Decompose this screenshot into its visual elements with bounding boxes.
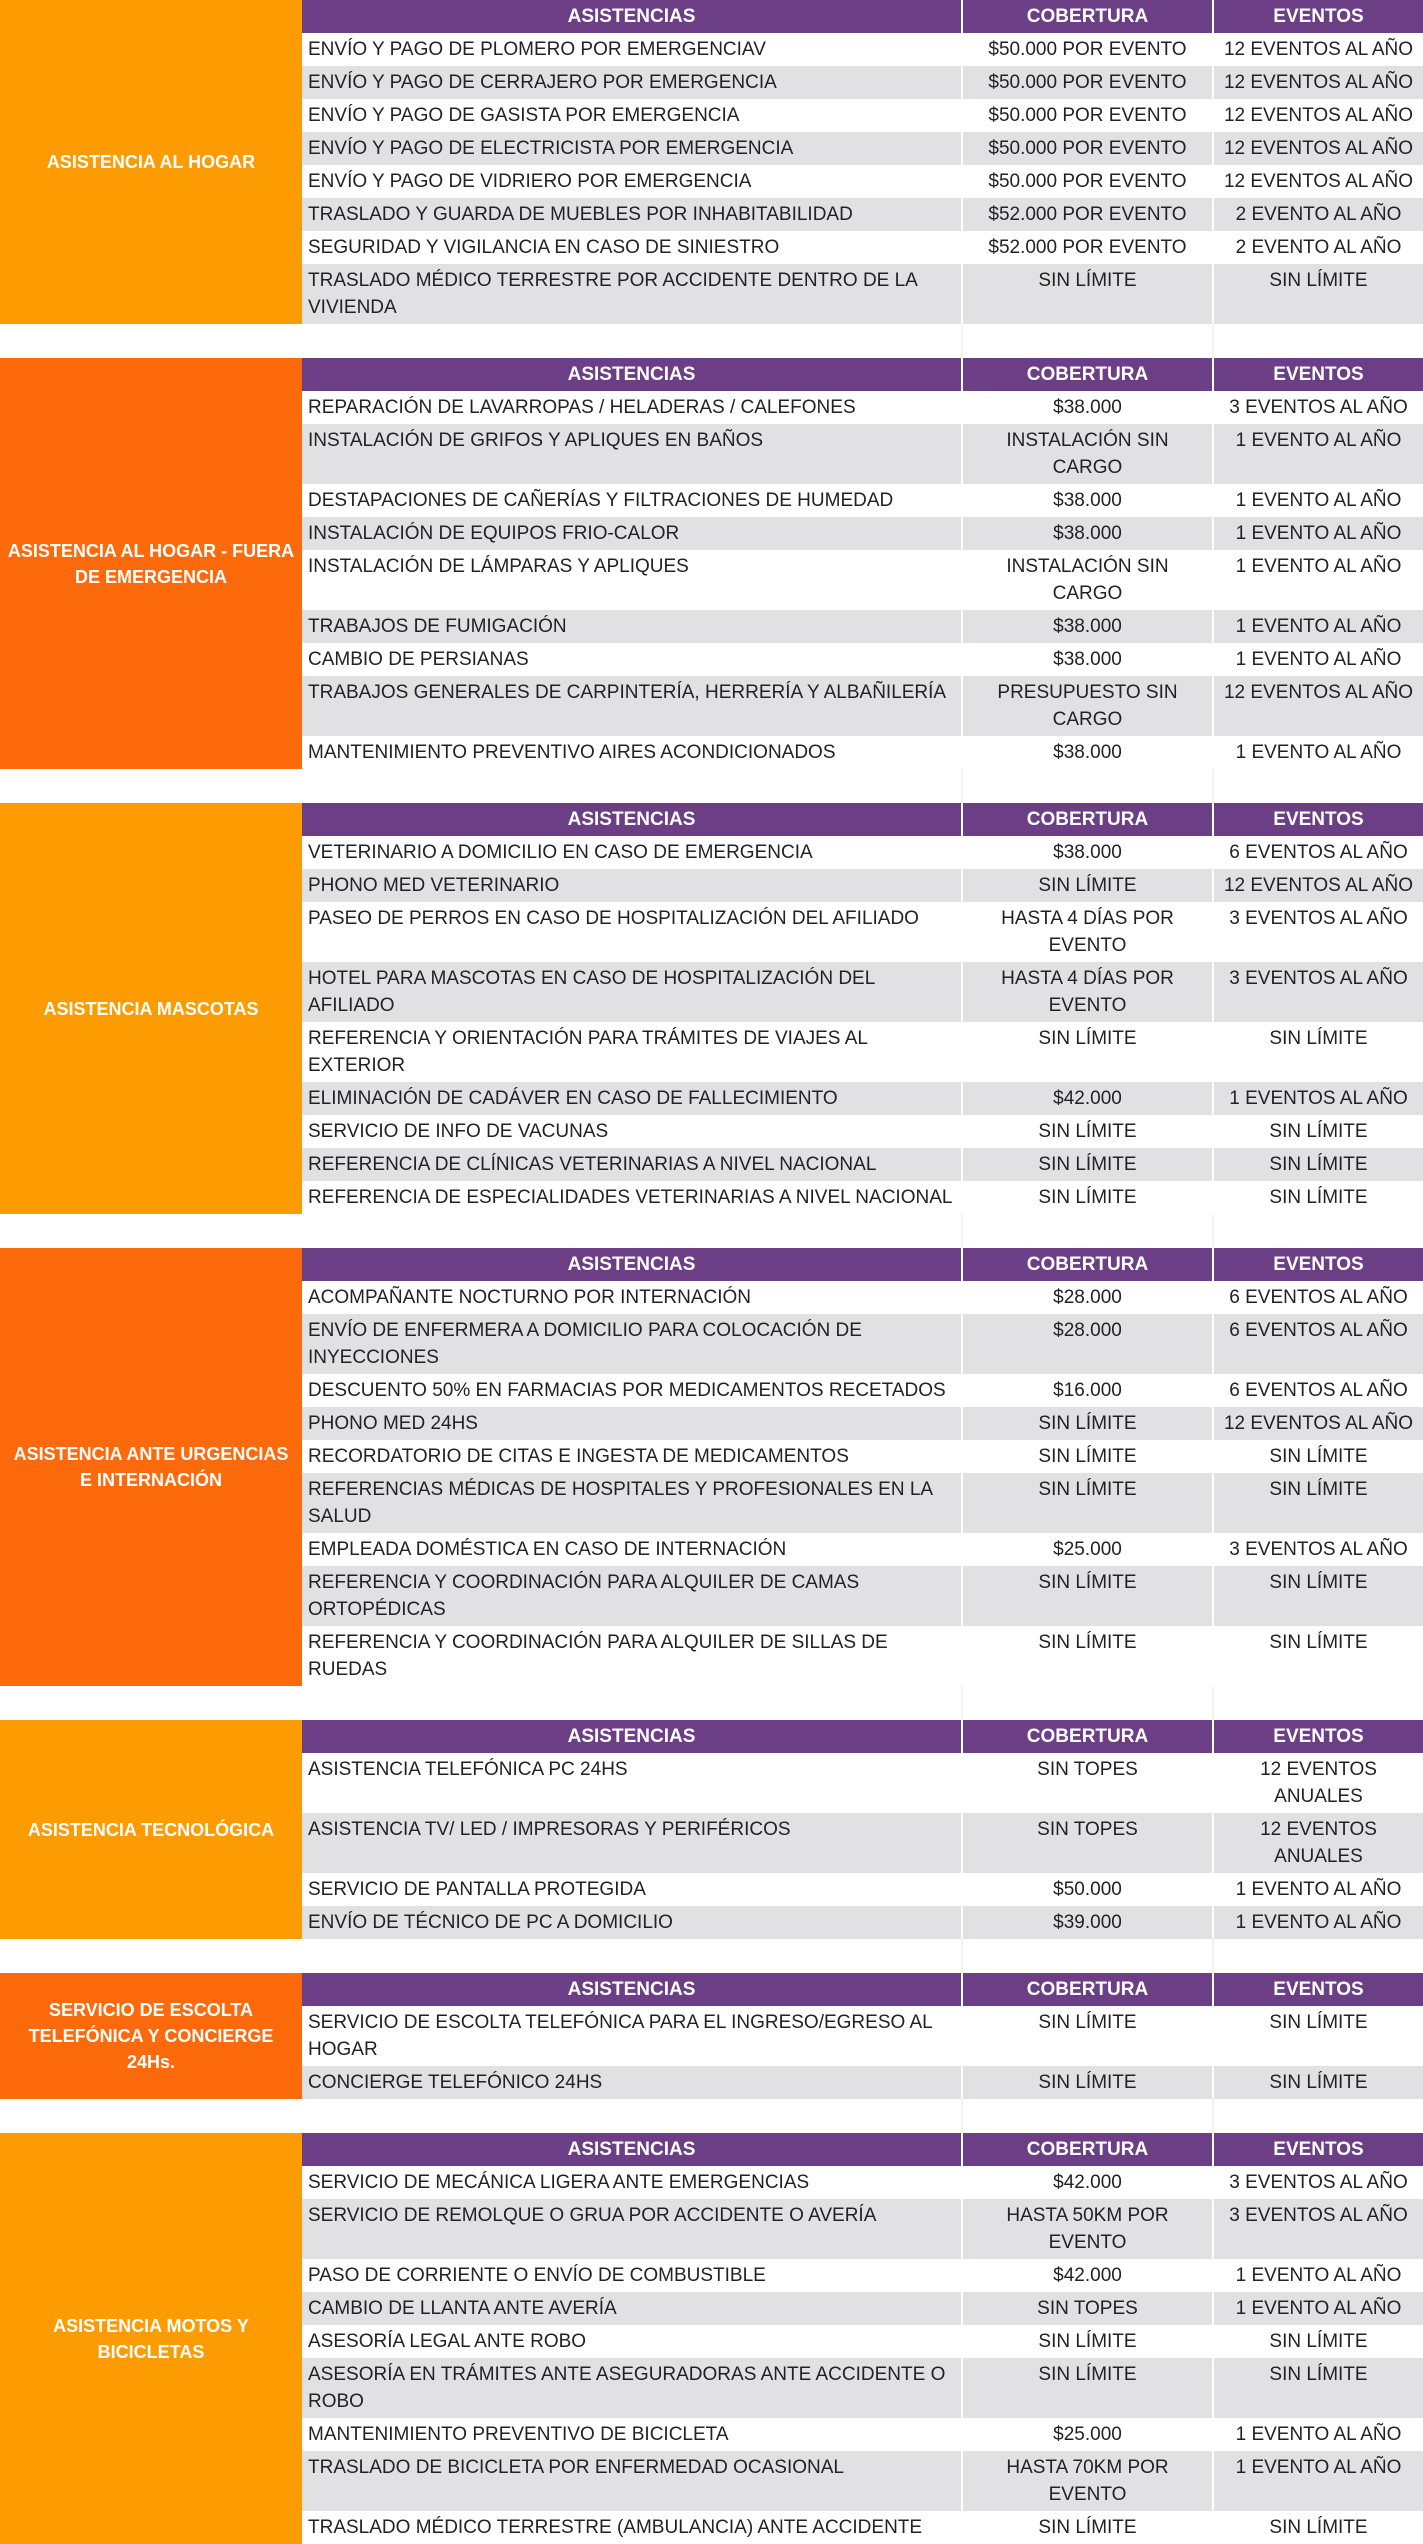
table-row	[302, 1753, 1423, 1813]
table-header-row	[302, 803, 1423, 836]
assistance-cell: EMPLEADA DOMÉSTICA EN CASO DE INTERNACIÓN	[302, 1533, 961, 1566]
events-cell: SIN LÍMITE	[1214, 2006, 1423, 2066]
events-cell: SIN LÍMITE	[1214, 264, 1423, 324]
assistance-cell: DESTAPACIONES DE CAÑERÍAS Y FILTRACIONES DE HUMEDAD	[302, 484, 961, 517]
events-cell: SIN LÍMITE	[1214, 2325, 1423, 2358]
table-row	[302, 99, 1423, 132]
assistance-cell: TRASLADO DE BICICLETA POR ENFERMEDAD OCASIONAL	[302, 2451, 961, 2511]
coverage-cell: $38.000	[963, 736, 1212, 769]
coverage-cell: SIN LÍMITE	[963, 1566, 1212, 1626]
spacer-cell	[1214, 324, 1423, 358]
spacer-cell	[963, 2099, 1214, 2133]
events-cell: 12 EVENTOS AL AÑO	[1214, 132, 1423, 165]
spacer-cell	[1214, 1214, 1423, 1248]
table-header-row	[302, 0, 1423, 33]
header-assistances: ASISTENCIAS	[302, 803, 961, 836]
header-coverage: COBERTURA	[963, 358, 1212, 391]
table-row	[302, 1115, 1423, 1148]
events-cell: SIN LÍMITE	[1214, 1626, 1423, 1686]
coverage-cell: SIN LÍMITE	[963, 1148, 1212, 1181]
events-cell: 12 EVENTOS ANUALES	[1214, 1813, 1423, 1873]
events-cell: 6 EVENTOS AL AÑO	[1214, 1314, 1423, 1374]
assistance-cell: SERVICIO DE MECÁNICA LIGERA ANTE EMERGENCIAS	[302, 2166, 961, 2199]
coverage-cell: $39.000	[963, 1906, 1212, 1939]
events-cell: 1 EVENTO AL AÑO	[1214, 424, 1423, 484]
events-cell: 6 EVENTOS AL AÑO	[1214, 1281, 1423, 1314]
header-coverage: COBERTURA	[963, 1973, 1212, 2006]
assistance-cell: CAMBIO DE PERSIANAS	[302, 643, 961, 676]
table-row	[302, 1473, 1423, 1533]
table-row	[302, 836, 1423, 869]
assistance-section	[0, 803, 1423, 1214]
table-row	[302, 1566, 1423, 1626]
assistance-cell: TRASLADO Y GUARDA DE MUEBLES POR INHABITABILIDAD	[302, 198, 961, 231]
events-cell: 2 EVENTO AL AÑO	[1214, 198, 1423, 231]
coverage-cell: INSTALACIÓN SIN CARGO	[963, 424, 1212, 484]
table-row	[302, 391, 1423, 424]
assistance-cell: SEGURIDAD Y VIGILANCIA EN CASO DE SINIESTRO	[302, 231, 961, 264]
events-cell: 1 EVENTO AL AÑO	[1214, 643, 1423, 676]
spacer-label-cell	[0, 2099, 302, 2133]
spacer-cell	[302, 2099, 963, 2133]
events-cell: 3 EVENTOS AL AÑO	[1214, 1533, 1423, 1566]
coverage-cell: $50.000 POR EVENTO	[963, 33, 1212, 66]
header-events: EVENTOS	[1214, 1973, 1423, 2006]
table-row	[302, 1281, 1423, 1314]
spacer-cell	[1214, 1686, 1423, 1720]
assistance-cell: TRASLADO MÉDICO TERRESTRE (AMBULANCIA) ANTE ACCIDENTE	[302, 2511, 961, 2544]
section-label: ASISTENCIA MOTOS Y BICICLETAS	[0, 2133, 302, 2544]
coverage-cell: SIN TOPES	[963, 1753, 1212, 1813]
table-row	[302, 1533, 1423, 1566]
events-cell: SIN LÍMITE	[1214, 2066, 1423, 2099]
assistance-cell: PHONO MED VETERINARIO	[302, 869, 961, 902]
spacer-label-cell	[0, 769, 302, 803]
events-cell: 3 EVENTOS AL AÑO	[1214, 391, 1423, 424]
coverage-cell: INSTALACIÓN SIN CARGO	[963, 550, 1212, 610]
spacer-label-cell	[0, 1686, 302, 1720]
coverage-cell: HASTA 50KM POR EVENTO	[963, 2199, 1212, 2259]
assistance-cell: REFERENCIA Y COORDINACIÓN PARA ALQUILER DE CAMAS ORTOPÉDICAS	[302, 1566, 961, 1626]
coverage-cell: SIN LÍMITE	[963, 1115, 1212, 1148]
assistance-cell: SERVICIO DE INFO DE VACUNAS	[302, 1115, 961, 1148]
coverage-cell: SIN LÍMITE	[963, 1626, 1212, 1686]
spacer-cell	[963, 1214, 1214, 1248]
spacer-cell	[302, 1214, 963, 1248]
coverage-table	[302, 803, 1423, 1214]
assistance-cell: DESCUENTO 50% EN FARMACIAS POR MEDICAMENTOS RECETADOS	[302, 1374, 961, 1407]
events-cell: 6 EVENTOS AL AÑO	[1214, 836, 1423, 869]
coverage-cell: SIN LÍMITE	[963, 1407, 1212, 1440]
section-spacer	[0, 1686, 1423, 1720]
coverage-cell: $52.000 POR EVENTO	[963, 198, 1212, 231]
events-cell: 12 EVENTOS AL AÑO	[1214, 33, 1423, 66]
table-row	[302, 2418, 1423, 2451]
assistance-cell: SERVICIO DE ESCOLTA TELEFÓNICA PARA EL INGRESO/EGRESO AL HOGAR	[302, 2006, 961, 2066]
table-header-row	[302, 1973, 1423, 2006]
table-row	[302, 2259, 1423, 2292]
events-cell: 2 EVENTO AL AÑO	[1214, 231, 1423, 264]
table-row	[302, 1440, 1423, 1473]
header-events: EVENTOS	[1214, 1720, 1423, 1753]
header-events: EVENTOS	[1214, 0, 1423, 33]
events-cell: 12 EVENTOS AL AÑO	[1214, 99, 1423, 132]
events-cell: 1 EVENTO AL AÑO	[1214, 2451, 1423, 2511]
events-cell: 3 EVENTOS AL AÑO	[1214, 962, 1423, 1022]
coverage-cell: SIN LÍMITE	[963, 2511, 1212, 2544]
coverage-cell: $25.000	[963, 1533, 1212, 1566]
assistance-cell: ASESORÍA EN TRÁMITES ANTE ASEGURADORAS ANTE ACCIDENTE O ROBO	[302, 2358, 961, 2418]
events-cell: 1 EVENTO AL AÑO	[1214, 2418, 1423, 2451]
assistance-cell: INSTALACIÓN DE LÁMPARAS Y APLIQUES	[302, 550, 961, 610]
table-row	[302, 2166, 1423, 2199]
assistance-cell: INSTALACIÓN DE EQUIPOS FRIO-CALOR	[302, 517, 961, 550]
header-coverage: COBERTURA	[963, 1720, 1212, 1753]
events-cell: SIN LÍMITE	[1214, 1566, 1423, 1626]
table-row	[302, 902, 1423, 962]
table-row	[302, 198, 1423, 231]
spacer-label-cell	[0, 1214, 302, 1248]
coverage-cell: $38.000	[963, 610, 1212, 643]
assistance-cell: ENVÍO DE ENFERMERA A DOMICILIO PARA COLOCACIÓN DE INYECCIONES	[302, 1314, 961, 1374]
section-label: ASISTENCIA AL HOGAR - FUERA DE EMERGENCIA	[0, 358, 302, 769]
assistance-cell: REFERENCIA DE CLÍNICAS VETERINARIAS A NIVEL NACIONAL	[302, 1148, 961, 1181]
events-cell: 12 EVENTOS AL AÑO	[1214, 676, 1423, 736]
coverage-cell: SIN LÍMITE	[963, 2006, 1212, 2066]
table-row	[302, 1813, 1423, 1873]
coverage-cell: SIN LÍMITE	[963, 1473, 1212, 1533]
assistance-section	[0, 1248, 1423, 1686]
assistance-cell: TRASLADO MÉDICO TERRESTRE POR ACCIDENTE DENTRO DE LA VIVIENDA	[302, 264, 961, 324]
table-row	[302, 1374, 1423, 1407]
header-events: EVENTOS	[1214, 1248, 1423, 1281]
assistance-cell: REFERENCIA Y ORIENTACIÓN PARA TRÁMITES DE VIAJES AL EXTERIOR	[302, 1022, 961, 1082]
coverage-cell: $38.000	[963, 517, 1212, 550]
spacer-table-cells	[302, 1686, 1423, 1720]
events-cell: SIN LÍMITE	[1214, 1148, 1423, 1181]
coverage-table	[302, 1720, 1423, 1939]
coverage-cell: $28.000	[963, 1281, 1212, 1314]
coverage-cell: SIN LÍMITE	[963, 1440, 1212, 1473]
events-cell: 3 EVENTOS AL AÑO	[1214, 902, 1423, 962]
coverage-cell: HASTA 4 DÍAS POR EVENTO	[963, 962, 1212, 1022]
coverage-cell: HASTA 70KM POR EVENTO	[963, 2451, 1212, 2511]
coverage-cell: $50.000 POR EVENTO	[963, 165, 1212, 198]
coverage-cell: $16.000	[963, 1374, 1212, 1407]
coverage-cell: SIN LÍMITE	[963, 2358, 1212, 2418]
assistance-cell: SERVICIO DE REMOLQUE O GRUA POR ACCIDENTE O AVERÍA	[302, 2199, 961, 2259]
coverage-table	[302, 358, 1423, 769]
spacer-cell	[302, 769, 963, 803]
assistance-cell: TRABAJOS GENERALES DE CARPINTERÍA, HERRERÍA Y ALBAÑILERÍA	[302, 676, 961, 736]
table-row	[302, 2511, 1423, 2544]
table-row	[302, 517, 1423, 550]
table-row	[302, 962, 1423, 1022]
table-row	[302, 165, 1423, 198]
header-assistances: ASISTENCIAS	[302, 1720, 961, 1753]
events-cell: SIN LÍMITE	[1214, 1473, 1423, 1533]
coverage-cell: SIN LÍMITE	[963, 2325, 1212, 2358]
assistance-cell: ENVÍO Y PAGO DE PLOMERO POR EMERGENCIAV	[302, 33, 961, 66]
table-row	[302, 610, 1423, 643]
events-cell: 6 EVENTOS AL AÑO	[1214, 1374, 1423, 1407]
section-label: SERVICIO DE ESCOLTA TELEFÓNICA Y CONCIERGE 24Hs.	[0, 1973, 302, 2099]
assistance-cell: ENVÍO Y PAGO DE ELECTRICISTA POR EMERGENCIA	[302, 132, 961, 165]
events-cell: 12 EVENTOS AL AÑO	[1214, 66, 1423, 99]
coverage-cell: $42.000	[963, 2166, 1212, 2199]
assistance-cell: ASESORÍA LEGAL ANTE ROBO	[302, 2325, 961, 2358]
spacer-table-cells	[302, 769, 1423, 803]
assistance-cell: ASISTENCIA TV/ LED / IMPRESORAS Y PERIFÉRICOS	[302, 1813, 961, 1873]
assistance-cell: VETERINARIO A DOMICILIO EN CASO DE EMERGENCIA	[302, 836, 961, 869]
spacer-label-cell	[0, 324, 302, 358]
events-cell: 12 EVENTOS AL AÑO	[1214, 869, 1423, 902]
table-row	[302, 2199, 1423, 2259]
spacer-cell	[1214, 1939, 1423, 1973]
table-header-row	[302, 1248, 1423, 1281]
section-label: ASISTENCIA ANTE URGENCIAS E INTERNACIÓN	[0, 1248, 302, 1686]
events-cell: 1 EVENTO AL AÑO	[1214, 2292, 1423, 2325]
coverage-cell: SIN LÍMITE	[963, 1181, 1212, 1214]
section-label: ASISTENCIA TECNOLÓGICA	[0, 1720, 302, 1939]
assistance-cell: RECORDATORIO DE CITAS E INGESTA DE MEDICAMENTOS	[302, 1440, 961, 1473]
events-cell: SIN LÍMITE	[1214, 1440, 1423, 1473]
assistance-cell: PHONO MED 24HS	[302, 1407, 961, 1440]
events-cell: 1 EVENTO AL AÑO	[1214, 517, 1423, 550]
table-row	[302, 1314, 1423, 1374]
header-coverage: COBERTURA	[963, 2133, 1212, 2166]
events-cell: 1 EVENTO AL AÑO	[1214, 610, 1423, 643]
assistance-cell: ENVÍO Y PAGO DE GASISTA POR EMERGENCIA	[302, 99, 961, 132]
coverage-cell: SIN TOPES	[963, 2292, 1212, 2325]
spacer-cell	[1214, 2099, 1423, 2133]
events-cell: 3 EVENTOS AL AÑO	[1214, 2166, 1423, 2199]
assistance-cell: MANTENIMIENTO PREVENTIVO DE BICICLETA	[302, 2418, 961, 2451]
table-row	[302, 132, 1423, 165]
assistance-section	[0, 0, 1423, 324]
table-row	[302, 2358, 1423, 2418]
table-row	[302, 264, 1423, 324]
spacer-table-cells	[302, 1214, 1423, 1248]
coverage-cell: $50.000 POR EVENTO	[963, 132, 1212, 165]
assistance-cell: TRABAJOS DE FUMIGACIÓN	[302, 610, 961, 643]
coverage-cell: SIN LÍMITE	[963, 1022, 1212, 1082]
coverage-cell: $38.000	[963, 836, 1212, 869]
events-cell: 1 EVENTO AL AÑO	[1214, 736, 1423, 769]
assistance-section	[0, 1973, 1423, 2099]
spacer-cell	[963, 769, 1214, 803]
coverage-cell: PRESUPUESTO SIN CARGO	[963, 676, 1212, 736]
table-row	[302, 2325, 1423, 2358]
assistance-cell: CONCIERGE TELEFÓNICO 24HS	[302, 2066, 961, 2099]
assistance-cell: PASO DE CORRIENTE O ENVÍO DE COMBUSTIBLE	[302, 2259, 961, 2292]
spacer-table-cells	[302, 1939, 1423, 1973]
events-cell: SIN LÍMITE	[1214, 2511, 1423, 2544]
spacer-cell	[1214, 769, 1423, 803]
table-row	[302, 2451, 1423, 2511]
header-coverage: COBERTURA	[963, 803, 1212, 836]
section-label: ASISTENCIA MASCOTAS	[0, 803, 302, 1214]
events-cell: SIN LÍMITE	[1214, 1115, 1423, 1148]
spacer-cell	[302, 1939, 963, 1973]
coverage-cell: $38.000	[963, 643, 1212, 676]
header-assistances: ASISTENCIAS	[302, 358, 961, 391]
assistance-cell: REFERENCIA Y COORDINACIÓN PARA ALQUILER DE SILLAS DE RUEDAS	[302, 1626, 961, 1686]
coverage-cell: $50.000 POR EVENTO	[963, 66, 1212, 99]
table-row	[302, 869, 1423, 902]
coverage-table	[302, 2133, 1423, 2544]
coverage-table	[302, 0, 1423, 324]
assistance-cell: REFERENCIAS MÉDICAS DE HOSPITALES Y PROFESIONALES EN LA SALUD	[302, 1473, 961, 1533]
header-assistances: ASISTENCIAS	[302, 0, 961, 33]
events-cell: 12 EVENTOS ANUALES	[1214, 1753, 1423, 1813]
spacer-cell	[963, 324, 1214, 358]
coverage-cell: SIN LÍMITE	[963, 869, 1212, 902]
section-spacer	[0, 2099, 1423, 2133]
table-row	[302, 1022, 1423, 1082]
coverage-cell: $38.000	[963, 484, 1212, 517]
coverage-cell: $42.000	[963, 1082, 1212, 1115]
assistance-cell: REFERENCIA DE ESPECIALIDADES VETERINARIAS A NIVEL NACIONAL	[302, 1181, 961, 1214]
header-coverage: COBERTURA	[963, 1248, 1212, 1281]
spacer-cell	[963, 1686, 1214, 1720]
table-row	[302, 1626, 1423, 1686]
table-row	[302, 1407, 1423, 1440]
events-cell: 1 EVENTO AL AÑO	[1214, 550, 1423, 610]
assistance-section	[0, 1720, 1423, 1939]
header-events: EVENTOS	[1214, 2133, 1423, 2166]
assistance-cell: INSTALACIÓN DE GRIFOS Y APLIQUES EN BAÑOS	[302, 424, 961, 484]
table-row	[302, 2292, 1423, 2325]
coverage-cell: $50.000	[963, 1873, 1212, 1906]
assistance-cell: ELIMINACIÓN DE CADÁVER EN CASO DE FALLECIMIENTO	[302, 1082, 961, 1115]
table-row	[302, 2006, 1423, 2066]
events-cell: 3 EVENTOS AL AÑO	[1214, 2199, 1423, 2259]
spacer-label-cell	[0, 1939, 302, 1973]
spacer-table-cells	[302, 2099, 1423, 2133]
assistance-cell: ACOMPAÑANTE NOCTURNO POR INTERNACIÓN	[302, 1281, 961, 1314]
coverage-cell: $38.000	[963, 391, 1212, 424]
header-assistances: ASISTENCIAS	[302, 1248, 961, 1281]
coverage-cell: HASTA 4 DÍAS POR EVENTO	[963, 902, 1212, 962]
table-header-row	[302, 1720, 1423, 1753]
header-assistances: ASISTENCIAS	[302, 2133, 961, 2166]
assistance-cell: CAMBIO DE LLANTA ANTE AVERÍA	[302, 2292, 961, 2325]
assistance-cell: ENVÍO Y PAGO DE VIDRIERO POR EMERGENCIA	[302, 165, 961, 198]
coverage-cell: $42.000	[963, 2259, 1212, 2292]
table-row	[302, 676, 1423, 736]
section-spacer	[0, 1939, 1423, 1973]
table-row	[302, 1873, 1423, 1906]
assistance-cell: REPARACIÓN DE LAVARROPAS / HELADERAS / CALEFONES	[302, 391, 961, 424]
events-cell: 1 EVENTO AL AÑO	[1214, 1873, 1423, 1906]
assistance-section	[0, 2133, 1423, 2544]
spacer-cell	[302, 1686, 963, 1720]
assistance-cell: ENVÍO Y PAGO DE CERRAJERO POR EMERGENCIA	[302, 66, 961, 99]
coverage-cell: SIN LÍMITE	[963, 264, 1212, 324]
table-row	[302, 424, 1423, 484]
table-header-row	[302, 358, 1423, 391]
assistance-section	[0, 358, 1423, 769]
coverage-cell: $52.000 POR EVENTO	[963, 231, 1212, 264]
events-cell: 1 EVENTO AL AÑO	[1214, 1906, 1423, 1939]
events-cell: 12 EVENTOS AL AÑO	[1214, 1407, 1423, 1440]
events-cell: 1 EVENTO AL AÑO	[1214, 2259, 1423, 2292]
coverage-table	[302, 1973, 1423, 2099]
coverage-cell: $25.000	[963, 2418, 1212, 2451]
coverage-table	[302, 1248, 1423, 1686]
coverage-cell: $28.000	[963, 1314, 1212, 1374]
table-row	[302, 1148, 1423, 1181]
spacer-table-cells	[302, 324, 1423, 358]
coverage-cell: $50.000 POR EVENTO	[963, 99, 1212, 132]
events-cell: 1 EVENTOS AL AÑO	[1214, 1082, 1423, 1115]
assistance-cell: SERVICIO DE PANTALLA PROTEGIDA	[302, 1873, 961, 1906]
assistance-cell: PASEO DE PERROS EN CASO DE HOSPITALIZACIÓN DEL AFILIADO	[302, 902, 961, 962]
events-cell: SIN LÍMITE	[1214, 1181, 1423, 1214]
events-cell: 1 EVENTO AL AÑO	[1214, 484, 1423, 517]
table-row	[302, 1082, 1423, 1115]
header-events: EVENTOS	[1214, 803, 1423, 836]
table-row	[302, 1906, 1423, 1939]
assistance-cell: ENVÍO DE TÉCNICO DE PC A DOMICILIO	[302, 1906, 961, 1939]
spacer-cell	[963, 1939, 1214, 1973]
header-coverage: COBERTURA	[963, 0, 1212, 33]
table-row	[302, 33, 1423, 66]
section-spacer	[0, 324, 1423, 358]
section-label: ASISTENCIA AL HOGAR	[0, 0, 302, 324]
coverage-cell: SIN TOPES	[963, 1813, 1212, 1873]
table-row	[302, 1181, 1423, 1214]
events-cell: 12 EVENTOS AL AÑO	[1214, 165, 1423, 198]
table-row	[302, 2066, 1423, 2099]
header-assistances: ASISTENCIAS	[302, 1973, 961, 2006]
assistance-cell: ASISTENCIA TELEFÓNICA PC 24HS	[302, 1753, 961, 1813]
coverage-cell: SIN LÍMITE	[963, 2066, 1212, 2099]
table-row	[302, 484, 1423, 517]
table-row	[302, 643, 1423, 676]
table-row	[302, 66, 1423, 99]
header-events: EVENTOS	[1214, 358, 1423, 391]
events-cell: SIN LÍMITE	[1214, 2358, 1423, 2418]
table-row	[302, 231, 1423, 264]
table-row	[302, 550, 1423, 610]
section-spacer	[0, 769, 1423, 803]
table-row	[302, 736, 1423, 769]
assistance-cell: HOTEL PARA MASCOTAS EN CASO DE HOSPITALIZACIÓN DEL AFILIADO	[302, 962, 961, 1022]
assistance-cell: MANTENIMIENTO PREVENTIVO AIRES ACONDICIONADOS	[302, 736, 961, 769]
events-cell: SIN LÍMITE	[1214, 1022, 1423, 1082]
section-spacer	[0, 1214, 1423, 1248]
spacer-cell	[302, 324, 963, 358]
